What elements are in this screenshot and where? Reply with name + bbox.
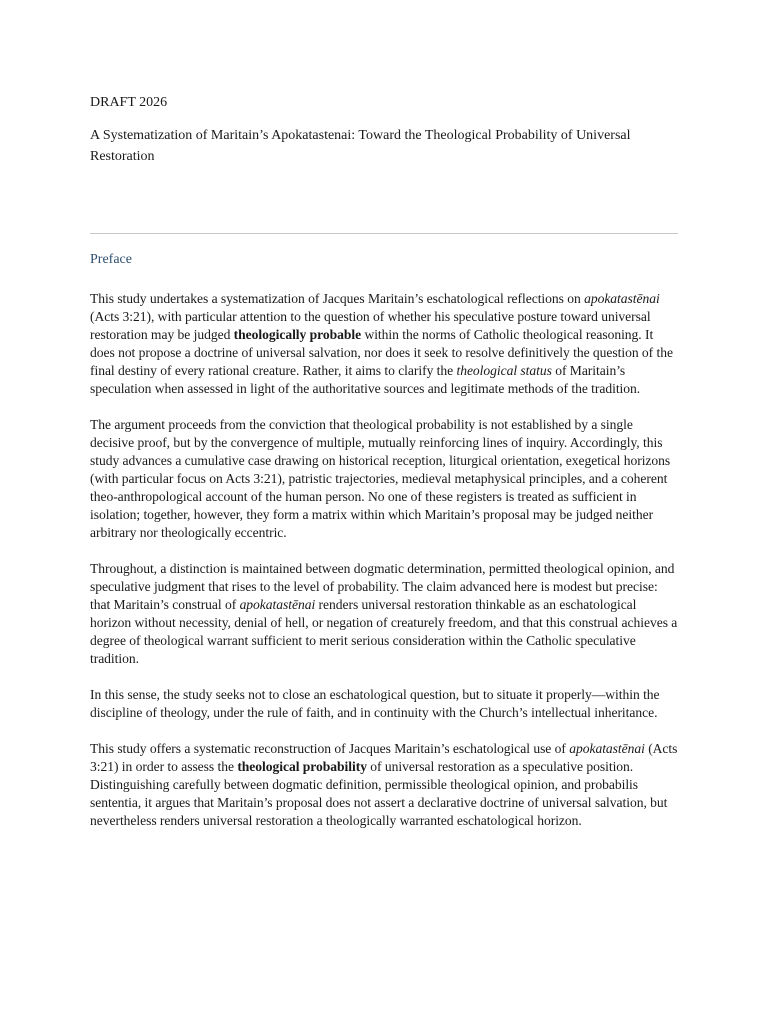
text-run: of universal restoration as a speculative position. Distinguishing carefully between dogmatic definition, permissible theological opinion, and probabilis sententia, it argues that Maritain’s proposal does not assert a declarative doctrine of universal salvation, but nevertheless renders universal restoration a theologically warranted eschatological horizon. [90,759,668,828]
preface-heading: Preface [90,252,132,267]
text-run: (Acts 3:21), with particular attention to the question of whether his speculative posture toward universal restoration may be judged [90,309,651,342]
preface-paragraph-3 [90,560,680,668]
text-run: This study offers a systematic reconstruction of Jacques Maritain’s eschatological use of [90,741,570,756]
preface-paragraph-2: The argument proceeds from the conviction that theological probability is not established by a single decisive proof, but by the convergence of multiple, mutually reinforcing lines of inquiry. Accordingly, this study advances a cumulative case drawing on historical reception, liturgical orientation, exegetical horizons (with particular focus on Acts 3:21), patristic trajectories, medieval metaphysical principles, and a coherent theo-anthropological account of the human person. No one of these registers is treated as sufficient in isolation; together, however, they form a matrix within which Maritain’s proposal may be judged neither arbitrary nor theologically eccentric. [90,417,671,540]
italic-term: apokatastēnai [569,741,645,756]
preface-paragraph-4: In this sense, the study seeks not to close an eschatological question, but to situate it properly—within the discipline of theology, under the rule of faith, and in continuity with the Church’s intellectual inheritance. [90,687,660,720]
preface-paragraph-5 [90,740,680,830]
text-run: of Maritain’s speculation when assessed in light of the authoritative sources and legitimate methods of the tradition. [90,363,641,396]
text-run: renders universal restoration thinkable as an eschatological horizon without necessity, denial of hell, or negation of creaturely freedom, and that this construal achieves a degree of theological warrant sufficient to merit serious consideration within the Catholic speculative tradition. [90,597,678,666]
section-divider [90,233,678,234]
italic-term: theological status [456,363,552,378]
bold-term: theologically probable [233,327,362,342]
preface-paragraph-1 [90,290,680,398]
italic-term: apokatastēnai [584,291,660,306]
text-run: within the norms of Catholic theological reasoning. It does not propose a doctrine of universal salvation, nor does it seek to resolve definitively the question of the final destiny of every rational creature. Rather, it aims to clarify the [90,327,673,378]
preface-body [90,290,680,848]
text-run: Throughout, a distinction is maintained between dogmatic determination, permitted theological opinion, and speculative judgment that rises to the level of probability. The claim advanced here is modest but precise: that Maritain’s construal of [90,561,675,612]
document-title: A Systematization of Maritain’s Apokatastenai: Toward the Theological Probability of Universal Restoration [90,128,631,164]
bold-term: theological probability [237,759,367,774]
text-run: (Acts 3:21) in order to assess the [90,741,678,774]
draft-label: DRAFT 2026 [90,95,168,110]
text-run: This study undertakes a systematization of Jacques Maritain’s eschatological reflections on [90,291,585,306]
italic-term: apokatastēnai [239,597,316,612]
